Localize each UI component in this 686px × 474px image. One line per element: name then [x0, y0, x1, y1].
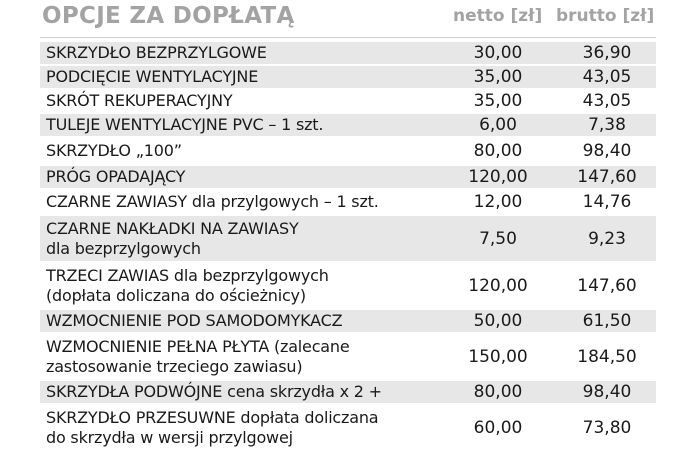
option-name: SKRZYDŁA PODWÓJNE cena skrzydła x 2 + — [46, 382, 382, 401]
option-name: SKRZYDŁO BEZPRZYLGOWE — [46, 43, 267, 62]
header-divider — [40, 37, 656, 38]
option-name: TRZECI ZAWIAS dla bezprzylgowych (dopłata doliczana do ościeżnicy) — [46, 265, 329, 305]
price-brutto: 36,90 — [582, 43, 632, 63]
price-netto: 6,00 — [479, 115, 517, 135]
price-netto: 30,00 — [473, 43, 523, 63]
price-brutto: 7,38 — [588, 115, 626, 135]
table-row — [40, 42, 656, 64]
price-netto: 50,00 — [473, 311, 523, 331]
price-netto: 80,00 — [473, 382, 523, 402]
option-name: TULEJE WENTYLACYJNE PVC – 1 szt. — [46, 115, 324, 134]
table-row — [40, 114, 656, 136]
price-table — [40, 42, 656, 452]
price-netto: 120,00 — [468, 275, 528, 296]
price-brutto: 43,05 — [582, 67, 632, 87]
option-name: CZARNE ZAWIASY dla przylgowych – 1 szt. — [46, 192, 379, 211]
option-name: WZMOCNIENIE PEŁNA PŁYTA (zalecane zastosowanie trzeciego zawiasu) — [46, 336, 350, 376]
option-name: PODCIĘCIE WENTYLACYJNE — [46, 67, 259, 86]
table-row — [40, 381, 656, 403]
table-row — [40, 66, 656, 88]
price-netto: 7,50 — [479, 228, 517, 249]
price-brutto: 98,40 — [582, 141, 632, 161]
price-netto: 120,00 — [468, 167, 528, 187]
table-row — [40, 216, 656, 261]
price-netto: 150,00 — [468, 346, 528, 367]
option-name: PRÓG OPADAJĄCY — [46, 167, 186, 186]
price-netto: 80,00 — [473, 141, 523, 161]
table-row — [40, 334, 656, 379]
price-brutto: 61,50 — [582, 311, 632, 331]
price-brutto: 98,40 — [582, 382, 632, 402]
price-brutto: 14,76 — [582, 192, 632, 212]
price-brutto: 73,80 — [582, 417, 632, 438]
price-brutto: 147,60 — [577, 167, 637, 187]
page-title: OPCJE ZA DOPŁATĄ — [42, 3, 295, 29]
option-name: CZARNE NAKŁADKI NA ZAWIASY dla bezprzylgowych — [46, 218, 299, 258]
option-name: SKRZYDŁO PRZESUWNE dopłata doliczana do skrzydła w wersji przylgowej — [46, 407, 379, 447]
price-brutto: 9,23 — [588, 228, 626, 249]
table-header — [0, 0, 686, 38]
column-header-netto: netto [zł] — [453, 6, 543, 26]
table-row — [40, 138, 656, 164]
price-netto: 60,00 — [473, 417, 523, 438]
column-header-brutto: brutto [zł] — [556, 6, 655, 26]
table-row — [40, 190, 656, 214]
option-name: SKRZYDŁO „100” — [46, 141, 182, 160]
option-name: SKRÓT REKUPERACYJNY — [46, 91, 233, 110]
price-netto: 12,00 — [473, 192, 523, 212]
table-row — [40, 405, 656, 450]
table-row — [40, 166, 656, 188]
option-name: WZMOCNIENIE POD SAMODOMYKACZ — [46, 311, 343, 330]
price-brutto: 43,05 — [582, 91, 632, 111]
table-row — [40, 310, 656, 332]
table-row — [40, 90, 656, 112]
price-brutto: 147,60 — [577, 275, 637, 296]
price-netto: 35,00 — [473, 91, 523, 111]
price-netto: 35,00 — [473, 67, 523, 87]
table-row — [40, 263, 656, 308]
price-brutto: 184,50 — [577, 346, 637, 367]
